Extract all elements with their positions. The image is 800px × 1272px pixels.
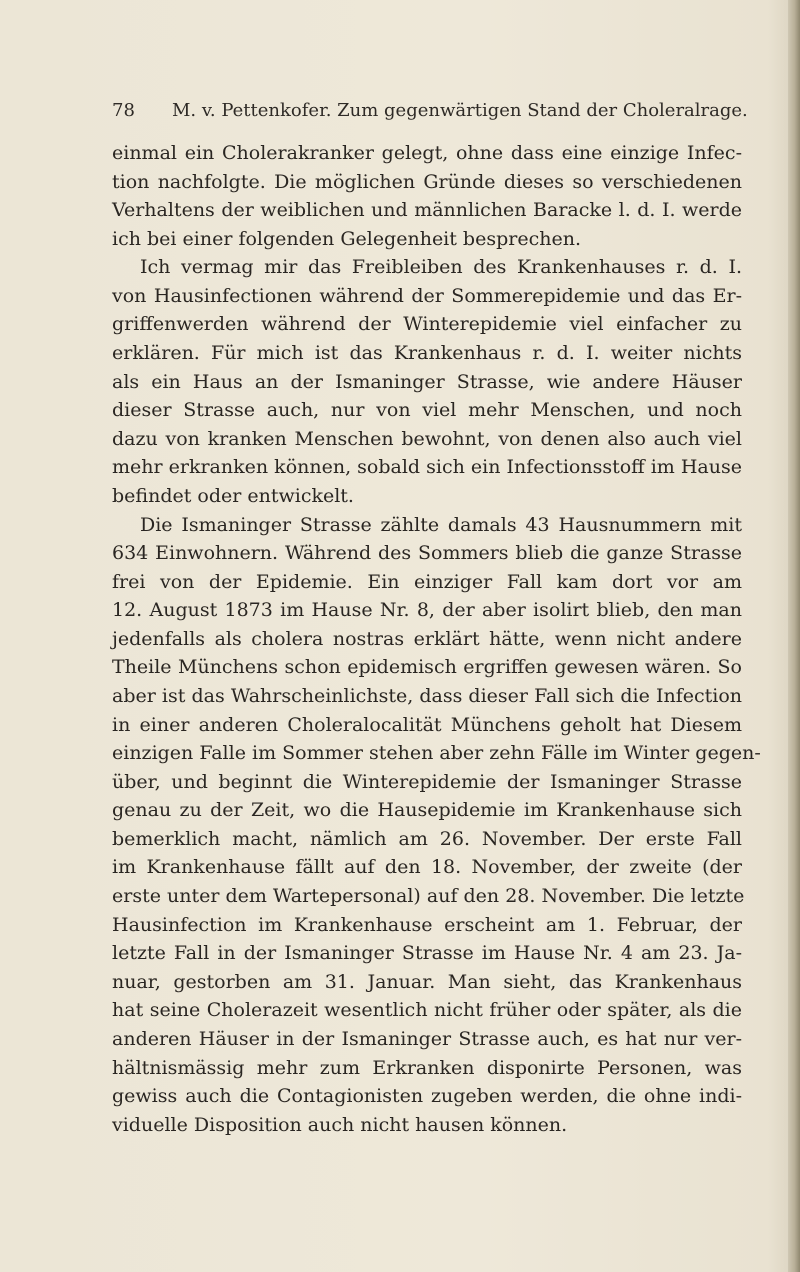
text-line: hältnismässig mehr zum Erkranken disponirte Personen, was <box>112 1056 742 1079</box>
page-header <box>112 97 748 125</box>
text-line: hat seine Cholerazeit wesentlich nicht früher oder später, als die <box>112 999 742 1022</box>
text-line: frei von der Epidemie. Ein einziger Fall kam dort vor am <box>112 570 742 593</box>
page-number: 78 <box>112 100 135 121</box>
text-line: aber ist das Wahrscheinlichste, dass dieser Fall sich die Infection <box>112 684 742 707</box>
text-line: Verhaltens der weiblichen und männlichen Baracke l. d. I. werde <box>112 199 742 222</box>
text-line: erklären. Für mich ist das Krankenhaus r. d. I. weiter nichts <box>112 342 742 365</box>
text-line: einmal ein Cholerakranker gelegt, ohne dass eine einzige Infec- <box>112 142 742 164</box>
text-line: genau zu der Zeit, wo die Hausepidemie im Krankenhause sich <box>112 799 742 822</box>
text-line: im Krankenhause fällt auf den 18. November, der zweite (der <box>112 856 742 879</box>
text-line: gewiss auch die Contagionisten zugeben werden, die ohne indi- <box>112 1085 742 1108</box>
text-line: tion nachfolgte. Die möglichen Gründe dieses so verschiedenen <box>112 170 742 193</box>
text-line: erste unter dem Wartepersonal) auf den 28. November. Die letzte <box>112 885 745 908</box>
text-line: bemerklich macht, nämlich am 26. November. Der erste Fall <box>112 827 742 850</box>
text-line: Ich vermag mir das Freibleiben des Krankenhauses r. d. I. <box>140 256 742 279</box>
text-line: von Hausinfectionen während der Sommerepidemie und das Er- <box>112 284 742 307</box>
text-line: mehr erkranken können, sobald sich ein Infectionsstoff im Hause <box>112 456 742 479</box>
text-line: ich bei einer folgenden Gelegenheit besprechen. <box>112 227 581 250</box>
text-line: jedenfalls als cholera nostras erklärt hätte, wenn nicht andere <box>112 627 742 650</box>
text-line: 12. August 1873 im Hause Nr. 8, der aber isolirt blieb, den man <box>112 599 742 622</box>
running-title: M. v. Pettenkofer. Zum gegenwärtigen Stand der Choleralrage. <box>172 100 748 121</box>
text-line: anderen Häuser in der Ismaninger Strasse auch, es hat nur ver- <box>112 1027 742 1050</box>
text-line: befindet oder entwickelt. <box>112 484 354 507</box>
text-line: Theile Münchens schon epidemisch ergriffen gewesen wären. So <box>112 656 742 679</box>
text-line: Hausinfection im Krankenhause erscheint am 1. Februar, der <box>112 913 742 936</box>
text-line: über, und beginnt die Winterepidemie der Ismaninger Strasse <box>112 770 742 793</box>
page-edge <box>788 0 800 1272</box>
text-line: als ein Haus an der Ismaninger Strasse, wie andere Häuser <box>112 370 742 393</box>
text-line: letzte Fall in der Ismaninger Strasse im Hause Nr. 4 am 23. Ja- <box>112 942 742 965</box>
text-line: in einer anderen Choleralocalität Münchens geholt hat Diesem <box>112 713 742 736</box>
text-line: griffenwerden während der Winterepidemie viel einfacher zu <box>112 313 742 336</box>
text-line: dazu von kranken Menschen bewohnt, von denen also auch viel <box>112 427 742 450</box>
text-line: dieser Strasse auch, nur von viel mehr Menschen, und noch <box>112 399 742 422</box>
body-text <box>112 139 761 1139</box>
text-line: einzigen Falle im Sommer stehen aber zehn Fälle im Winter gegen- <box>112 742 761 765</box>
text-line: viduelle Disposition auch nicht hausen können. <box>112 1113 568 1136</box>
text-line: Die Ismaninger Strasse zählte damals 43 Hausnummern mit <box>140 513 742 536</box>
text-line: 634 Einwohnern. Während des Sommers blieb die ganze Strasse <box>112 542 742 565</box>
text-line: nuar, gestorben am 31. Januar. Man sieht, das Krankenhaus <box>112 970 742 993</box>
